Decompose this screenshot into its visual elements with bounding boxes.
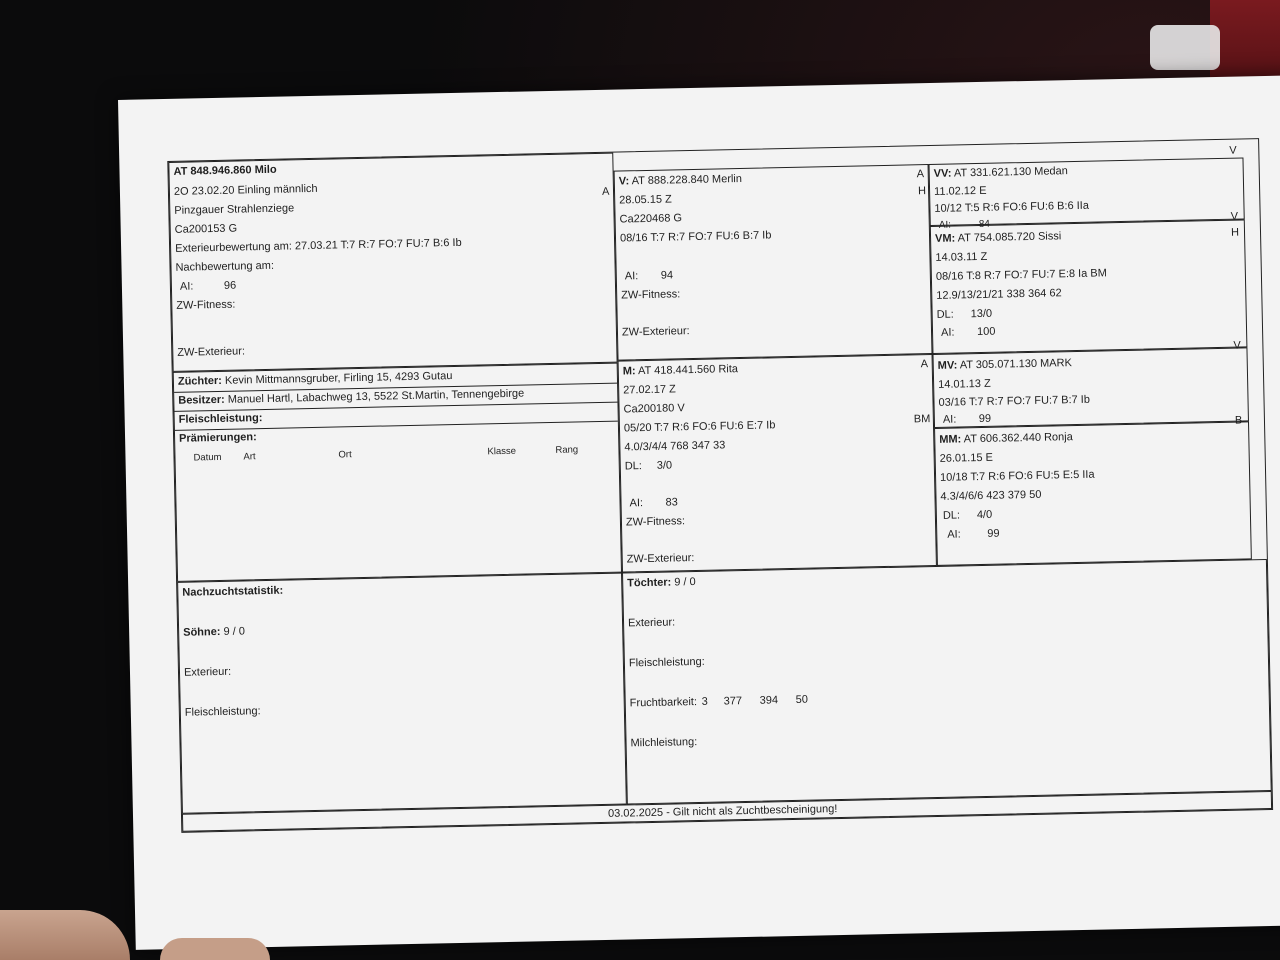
mother-marker: A [920,358,929,371]
awards-label: Prämierungen: [178,431,257,445]
vv-ai-label: AI: [938,219,952,231]
vv-ai-value: 84 [978,218,991,230]
mv-title-label: MV: [937,359,958,372]
sons-value: 9 / 0 [223,625,246,638]
vm-ai-value: 100 [976,325,996,339]
mm-marker: B [1234,414,1243,427]
father-title [619,173,742,188]
mm-milk: 4.3/4/6/6 423 379 50 [940,488,1042,503]
vm-ai-label: AI: [940,326,955,339]
daughters-meat: Fleischleistung: [628,655,705,670]
mm-ai-label: AI: [947,528,961,541]
mother-exterior: 05/20 T:7 R:6 FO:6 FU:6 E:7 Ib [623,419,776,435]
father-marker: A [916,168,925,181]
father-ai-label: AI: [624,270,639,283]
vm-dl-value: 13/0 [970,307,993,321]
mother-ai-value: 83 [665,496,678,509]
thumb [160,938,270,960]
animal-nachbewertung: Nachbewertung am: [175,259,275,274]
fertility-value-1: 3 [701,695,708,708]
mother-zw-exterieur: ZW-Exterieur: [626,552,695,566]
offspring-stats-title: Nachzuchtstatistik: [182,584,284,599]
mother-title [623,363,738,377]
father-code: Ca220468 G [619,212,683,226]
meat-label: Fleischleistung: [178,412,263,426]
mv-exterior: 03/16 T:7 R:7 FO:7 FU:7 B:7 Ib [938,393,1091,409]
father-box [614,164,933,361]
animal-title: AT 848.946.860 Milo [173,163,277,178]
vv-date: 11.02.12 E [933,184,987,198]
vv-title-value: AT 331.621.130 Medan [953,165,1068,180]
animal-exterior: Exterieurbewertung am: 27.03.21 T:7 R:7 FO:7 FU:7 B:6 Ib [175,236,462,255]
owner-value: Manuel Hartl, Labachweg 13, 5522 St.Martin, Tennengebirge [227,387,525,406]
daughters-value: 9 / 0 [674,576,696,589]
mm-dl-label: DL: [942,509,961,522]
mv-ai-value: 99 [978,412,992,426]
mother-dl-label: DL: [624,460,643,473]
sons-label: Söhne: [183,625,221,639]
mother-dl-value: 3/0 [656,459,673,472]
animal-zw-exterieur: ZW-Exterieur: [177,345,246,359]
vv-title [934,165,1068,180]
mother-marker-bm: BM [913,413,931,426]
father-exterior: 08/16 T:7 R:7 FO:7 FU:6 B:7 Ib [619,229,772,245]
vm-title-label: VM: [934,232,956,245]
mm-title-label: MM: [939,433,962,446]
awards-col-type: Art [243,451,256,463]
animal-zw-fitness: ZW-Fitness: [176,298,236,312]
vm-milk: 12.9/13/21/21 338 364 62 [936,287,1062,302]
father-title-value: AT 888.228.840 Merlin [631,172,743,188]
vm-title [935,230,1061,245]
sons-exterior: Exterieur: [183,665,232,679]
vv-marker: V [1229,144,1237,157]
sons-meat: Fleischleistung: [184,705,261,719]
vm-date: 14.03.11 Z [935,250,988,264]
footer-text: 03.02.2025 - Gilt nicht als Zuchtbescheinigung! [607,803,838,820]
father-title-label: V: [618,175,630,188]
animal-code: Ca200153 G [174,222,238,236]
mother-date: 27.02.17 Z [623,383,676,397]
daughters-stats-box [622,559,1272,804]
sons-row [183,625,245,638]
vm-title-value: AT 754.085.720 Sissi [957,230,1062,245]
mother-milk: 4.0/3/4/4 768 347 33 [624,439,726,454]
offspring-stats-box [177,573,627,814]
vv-marker-h: H [917,185,927,198]
background-white-object [1150,25,1220,70]
breeder-value: Kevin Mittmannsgruber, Firling 15, 4293 Gutau [224,370,453,387]
milk-label: Milchleistung: [630,736,698,750]
animal-line1: 2O 23.02.20 Einling männlich [173,182,318,198]
vm-box [930,210,1248,354]
mv-title-value: AT 305.071.130 MARK [959,357,1072,372]
daughters-exterior: Exterieur: [627,616,676,630]
vm-marker: V [1230,210,1239,223]
mv-marker: V [1233,339,1241,352]
mother-zw-fitness: ZW-Fitness: [625,515,686,529]
mother-box [618,354,937,573]
mother-code: Ca200180 V [623,402,685,416]
mother-ai-label: AI: [629,497,644,510]
mv-title [938,357,1072,372]
fertility-value-3: 394 [759,694,779,707]
animal-ai-label: AI: [179,280,194,293]
vm-dl-label: DL: [936,308,954,321]
daughters-row [627,576,696,589]
awards-col-date: Datum [193,451,222,464]
mm-exterior: 10/18 T:7 R:6 FO:6 FU:5 E:5 IIa [939,468,1095,484]
mv-ai-label: AI: [942,413,957,426]
animal-box [168,153,617,372]
pedigree-sheet [118,75,1280,950]
vm-marker-h: H [1230,226,1240,239]
owner-label: Besitzer: [178,393,225,407]
animal-marker: A [601,185,610,198]
awards-col-class: Klasse [487,445,517,458]
fertility-value-2: 377 [723,695,743,708]
father-date: 28.05.15 Z [619,193,672,207]
mv-box [932,339,1248,428]
awards-col-place: Ort [338,449,352,461]
awards-col-rank: Rang [555,444,579,456]
pedigree-form [167,138,1273,833]
mm-title-value: AT 606.362.440 Ronja [963,431,1073,446]
mm-dl-value: 4/0 [976,508,993,522]
father-zw-fitness: ZW-Fitness: [621,288,681,302]
mv-date: 14.01.13 Z [938,377,991,391]
breeder-row [178,370,453,388]
owner-box [173,363,622,582]
mm-ai-value: 99 [987,527,1000,540]
mm-title [939,431,1073,446]
father-zw-exterieur: ZW-Exterieur: [621,325,690,339]
father-ai-value: 94 [660,269,674,282]
mm-date: 26.01.15 E [939,451,994,465]
animal-breed: Pinzgauer Strahlenziege [174,202,295,217]
fertility-value-4: 50 [795,693,809,706]
animal-ai-value: 96 [223,279,237,292]
vv-box [917,144,1245,231]
daughters-label: Töchter: [627,576,672,590]
breeder-label: Züchter: [177,374,223,388]
vv-exterior: 10/12 T:5 R:6 FO:6 FU:6 B:6 IIa [934,199,1090,215]
fertility-label: Fruchtbarkeit: [629,696,698,710]
mother-title-label: M: [622,365,636,378]
mother-title-value: AT 418.441.560 Rita [637,363,739,378]
mm-box [934,414,1252,566]
vm-exterior: 08/16 T:8 R:7 FO:7 FU:7 E:8 Ia BM [935,267,1107,283]
vv-title-label: VV: [933,167,952,180]
